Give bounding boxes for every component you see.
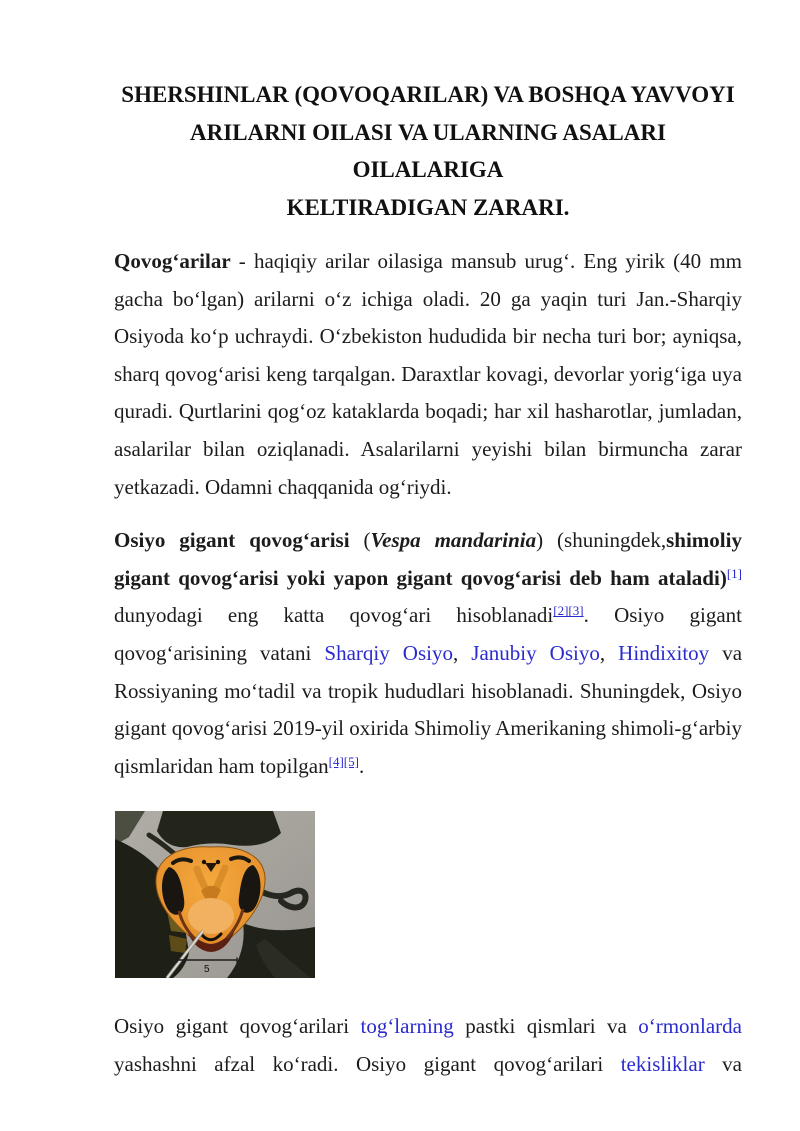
text-run: Osiyo gigant qovog‘arilari <box>114 1014 361 1039</box>
text-run: shimoliy gigant qovog‘arisi yoki yapon gigant qovog‘arisi deb ham ataladi) <box>114 528 742 590</box>
text-run: Qovog‘arilar <box>114 249 231 273</box>
text-link[interactable]: o‘rmonlarda <box>638 1014 742 1039</box>
paragraph-habitat <box>114 1008 742 1083</box>
text-run: pastki qismlari va <box>453 1014 639 1039</box>
text-run: Vespa mandarinia <box>370 528 537 553</box>
paragraph-osiyo-gigant <box>114 522 742 785</box>
text-run: dunyodagi eng katta qovog‘ari hisoblanadi <box>114 603 554 628</box>
citation-ref[interactable]: [1] <box>726 565 742 581</box>
text-link[interactable]: Sharqiy Osiyo <box>324 640 453 665</box>
hornet-photo-graphic <box>115 811 315 978</box>
text-link[interactable]: tekisliklar <box>620 1051 705 1076</box>
citation-ref[interactable]: [2][3] <box>553 603 584 619</box>
text-run: Osiyo gigant qovog‘arisi <box>114 528 350 553</box>
title-line-1: SHERSHINLAR (QOVOQARILAR) VA BOSHQA YAVVOYI <box>121 82 735 107</box>
text-run: , <box>452 640 472 665</box>
paragraph-qovogarilar <box>114 243 742 506</box>
scale-bar-label: 5 <box>204 964 210 976</box>
text-run: . Osiyo gigant qovog‘arisining vatani <box>114 603 742 665</box>
text-run: va <box>704 1051 742 1076</box>
hornet-specimen-photo <box>115 811 315 978</box>
text-run: ( <box>349 528 371 553</box>
text-run: - haqiqiy arilar oilasiga mansub urug‘. Eng yirik (40 mm gacha bo‘lgan) arilarni o‘z ichiga oladi. 20 ga yaqin turi Jan.-Sharqiy Osiyoda ko‘p uchraydi. O‘zbekiston hududida bir necha turi bor; ayniqsa, sharq qovog‘arisi keng tarqalgan. Daraxtlar kovagi, devorlar yorig‘iga uya quradi. Qurtlarini qog‘oz kataklarda boqadi; har xil hasharotlar, jumladan, asalarilar bilan oziqlanadi. Asalarilarni yeyishi bilan birmuncha zarar yetkazadi. Odamni chaqqanida og‘riydi. <box>114 249 742 499</box>
title-line-2: ARILARNI OILASI VA ULARNING ASALARI OILALARIGA <box>190 119 666 182</box>
citation-ref[interactable]: [4][5] <box>328 753 359 769</box>
text-link[interactable]: tog‘larning <box>360 1014 454 1039</box>
hornet-ocellus-right <box>216 860 220 864</box>
text-link[interactable]: Janubiy Osiyo <box>471 640 600 665</box>
text-link[interactable]: Hindixitoy <box>618 640 710 665</box>
text-run: yashashni afzal ko‘radi. Osiyo gigant qovog‘arilari <box>114 1051 621 1076</box>
text-run: va Rossiyaning mo‘tadil va tropik hududlari hisoblanadi. Shuningdek, Osiyo gigant qovog‘arisi 2019-yil oxirida Shimoliy Amerikaning shimoli-g‘arbiy qismlaridan ham topilgan <box>114 640 743 778</box>
text-run: , <box>599 640 619 665</box>
text-run: . <box>358 753 365 778</box>
title-line-3: KELTIRADIGAN ZARARI. <box>286 194 570 220</box>
document-title <box>114 0 742 226</box>
hornet-ocellus-left <box>202 860 206 864</box>
hornet-thorax <box>157 811 281 847</box>
hornet-clypeus <box>188 898 234 934</box>
document-content <box>114 0 742 1084</box>
text-run: ) (shuningdek, <box>536 528 667 553</box>
